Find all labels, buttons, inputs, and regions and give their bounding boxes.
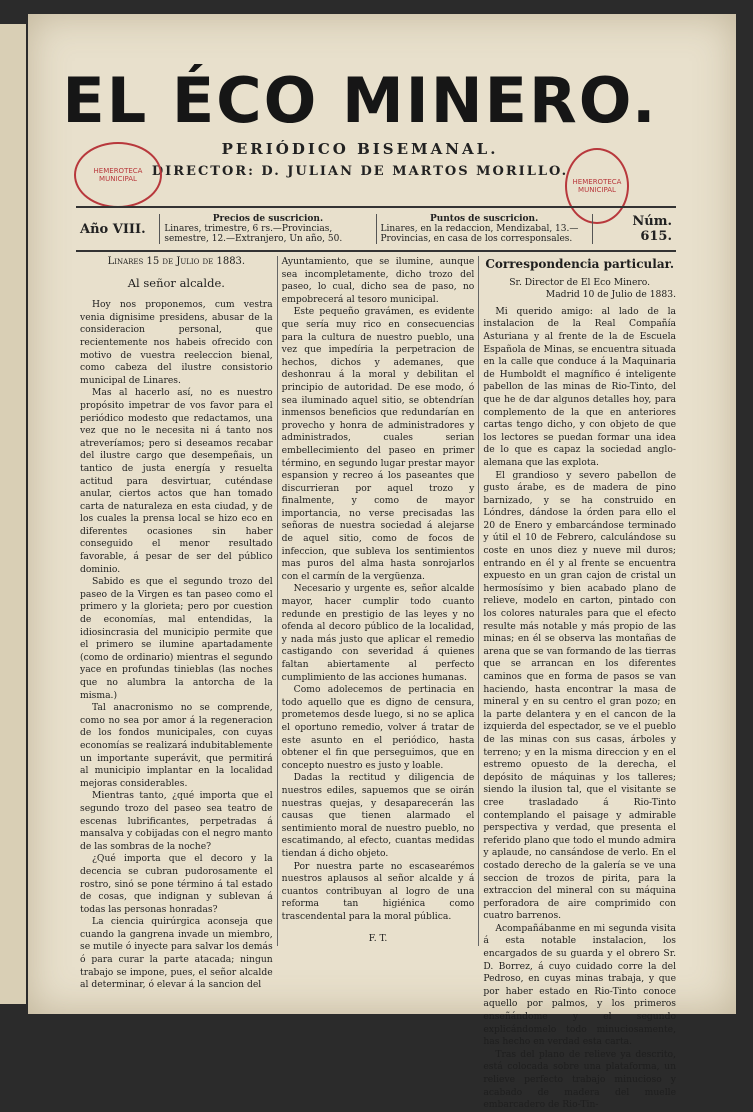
paragraph: Mi querido amigo: al lado de la instalacion de la Real Compañía Asturiana y al frente de la de Escuela Española de Minas, se encuentra situada en la calle que conduce á la Maquinaria de Humboldt el magnífico é inteligente pabellon de las minas de Rio-Tinto, del que he de dar algunos detalles hoy, para complemento de la que en anteriores cartas tengo dicho, y con objeto de que los lectores se puedan formar una idea de lo que es capaz la sociedad anglo-alemana que las explota.	[483, 305, 677, 468]
paragraph: Este pequeño gravámen, es evidente que sería muy rico en consecuencias para la cultura de nuestro pueblo, una vez que impedíria la perpetracion de hechos, dichos y ademanes, que deshonrau á la moral y debilitan el principio de autoridad. De ese modo, ó sea iluminado aquel sitio, se obtendrían inmensos beneficios que redundarían en provecho y honra de administradores y administrados, cuales serian embellecimiento del paseo en primer término, en segundo lugar prestar mayor espansion y recreo á los paseantes que discurrieran por aquel trozo y finalmente, y como de mayor importancia, no verse precisadas las señoras de nuestra sociedad á alejarse de aquel sitio, como de focos de infeccion, que subleva los sentimientos mas puros del alma hasta sonrojarlos con el carmín de la vergüenza.	[281, 306, 475, 582]
salutation: Sr. Director de El Eco Minero.	[509, 276, 651, 288]
points-heading: Puntos de suscricion.	[429, 214, 539, 224]
paragraph: ¿Qué importa que el decoro y la decencia se cubran pudorosamente el rostro, sinó se pone término á tal estado de cosas, que indignan y sublevan á todas las personas honradas?	[80, 853, 273, 915]
paragraph: Dadas la rectitud y diligencia de nuestros ediles, sapuemos que se oirán nuestras quejas, y desaparecerán las causas que tienen alarmado el sentimiento moral de nuestro pueblo, no escatimando, al efecto, cuantas medidas tiendan á dicho objeto.	[281, 772, 475, 859]
article-columns	[76, 256, 680, 1111]
paragraph: Tras del plano de relieve ya descrito, está colocada sobre una plataforma, un relieve perfecto trabajo minucioso y acabado de madera del muelle embarcadero de Rio-Tin-	[483, 1048, 677, 1111]
article-signature: F. T.	[368, 933, 388, 945]
paragraph: Hoy nos proponemos, cum vestra venia dignisime presidens, abusar de la consideracion personal, que recientemente nos habeis ofrecido con motivo de vuestra reeleccion bienal, como cabeza del ilustre consistorio municipal de Linares.	[80, 299, 273, 386]
subscription-prices	[159, 214, 376, 244]
paragraph: Acompañábanme en mi segunda visita á esta notable instalacion, los encargados de su guarda y el obrero Sr. D. Borrez, á cuyo cuidado corre la del Pedroso, en cuyas minas trabaja, y que por haber estado en Rio-Tinto conoce aquello por palmos, y los primeros enseñándome y el segundo explicándomelo todo minuciosamente, has hecho en verdad esta carta.	[483, 922, 677, 1048]
paragraph: Como adolecemos de pertinacia en todo aquello que es digno de censura, prometemos desde luego, si no se aplica el oportuno remedio, volver á tratar de este asunto en el periódico, hasta obtener el fin que perseguimos, que en concepto nuestro es justo y loable.	[281, 684, 475, 771]
newspaper-director: DIRECTOR: D. JULIAN DE MARTOS MORILLO.	[151, 164, 569, 179]
article-headline: Al señor alcalde.	[127, 275, 225, 290]
paragraph: Mas al hacerlo así, no es nuestro propósito impetrar de vos favor para el periódico modesto que redactamos, una vez que no le necesita ni á tanto nos atreveríamos; pero si deseamos recabar del ilustre cargo que desempeñais, un tantico de justa energía y resuelta actitud para desvirtuar, cuténdase anular, ciertos actos que han tomado carta de naturaleza en esta ciudad, y de los cuales la prensa local se hizo eco en diferentes ocasiones sin haber conseguido el menor resultado favorable, á pesar de ser del público dominio.	[80, 387, 273, 575]
newspaper-title: EL ÉCO MINERO.	[62, 64, 658, 137]
stamp-text: HEMEROTECA MUNICIPAL	[93, 167, 143, 183]
letter-dateline: Madrid 10 de Julio de 1883.	[545, 289, 677, 301]
correspondence-headline: Correspondencia particular.	[485, 257, 674, 271]
paragraph: Ayuntamiento, que se ilumine, aunque sea incompletamente, dicho trozo del paseo, lo cual, dicho sea de paso, no empobrecerá al tesoro municipal.	[281, 256, 475, 305]
paragraph: Tal anacronismo no se comprende, como no sea por amor á la regeneracion de los fondos municipales, con cuyas economías se realizará indubitablemente un importante superávit, que permitirá al municipio implantar en la localidad mejoras considerables.	[80, 702, 273, 789]
points-text: Linares, en la redaccion, Mendizabal, 13.—Provincias, en casa de los corresponsales.	[380, 224, 579, 244]
stamp-text: HEMEROTECA MUNICIPAL	[572, 178, 622, 194]
newspaper-subtitle: PERIÓDICO BISEMANAL.	[221, 140, 499, 158]
paragraph: Mientras tanto, ¿qué importa que el segundo trozo del paseo sea teatro de escenas lubrificantes, perpetradas á mansalva y cobijadas con el negro manto de las sombras de la noche?	[80, 790, 273, 852]
column-3	[478, 256, 680, 1111]
column-1	[76, 256, 277, 991]
subscription-heading: Precios de suscricion.	[212, 214, 324, 224]
paragraph: Necesario y urgente es, señor alcalde mayor, hacer cumplir todo cuanto redunde en prestigio de las leyes y no ofenda al decoro público de la localidad, y nada más justo que aplicar el remedio castigando con severidad á quienes faltan abiertamente al perfecto cumplimiento de las acciones humanas.	[281, 583, 475, 683]
column-2	[277, 256, 479, 946]
paragraph: Por nuestra parte no escasearémos nuestros aplausos al señor alcalde y á cuantos contribuyan al logro de una reforma tan higiénica como trascendental para la moral pública.	[281, 860, 475, 922]
subscription-text: Linares, trimestre, 6 rs.—Provincias, semestre, 12.—Extranjero, Un año, 50.	[164, 224, 343, 244]
previous-page-edge	[0, 24, 26, 1004]
dateline: Linares 15 de Julio de 1883.	[107, 256, 246, 267]
paragraph: La ciencia quirúrgica aconseja que cuando la gangrena invade un miembro, se mutile ó inyecte para salvar los demás ó para curar la parte atacada; ningun trabajo se impone, pues, el señor alcalde al determinar, ó elevar á la sancion del	[80, 916, 273, 991]
paragraph: Sabido es que el segundo trozo del paseo de la Virgen es tan paseo como el primero y la glorieta; pero por cuestion de economías, mal entendidas, la idiosincrasia del municipio permite que el primero se ilumine apartadamente (como de ordinario) mientras el segundo yace en profundas tinieblas (las noches que no alumbra la antorcha de la misma.)	[80, 576, 273, 701]
issue-number: Núm. 615.	[632, 214, 672, 244]
paragraph: El grandioso y severo pabellon de gusto árabe, es de madera de pino barnizado, y se ha construido en Lóndres, dándose la órden para ello el 20 de Enero y embarcándose terminado y útil el 10 de Febrero, calculándose su coste en unos diez y nueve mil duros; entrando en él y al frente se encuentra expuesto en un gran cajon de cristal un hermosísimo y bien acabado plano de relieve, modelo en carton, pintado con los colores naturales para que el efecto resulte más notable y más propio de las minas; en él se observa las montañas de arena que se van formando de las tierras que se arrancan en los diferentes caminos que en forma de pasos se van haciendo, hasta encontrar la masa de mineral y en su centro el gran pozo; en la parte delantera y en el cancon de la izquierda del espectador, se ve el pueblo de las minas con sus casas, árboles y terreno; y en la misma direccion y en el estremo opuesto de la derecha, el depósito de máquinas y los talleres; siendo la ilusion tal, que el visitante se cree trasladado á Rio-Tinto contemplando el paisage y admirable perspectiva y verdad, que presenta el referido plano que todo el mundo admira y aplaude, no cansándose de verlo. En el costado derecho de la galería se ve una seccion de trozos de pirita, para la extraccion del mineral con su máquina perforadora de aire comprimido con cuatro barrenos.	[483, 469, 677, 922]
subscription-points	[377, 214, 593, 244]
issue-year: Año VIII.	[80, 221, 146, 237]
issue-info-bar	[76, 206, 676, 252]
library-stamp-left	[74, 142, 162, 208]
